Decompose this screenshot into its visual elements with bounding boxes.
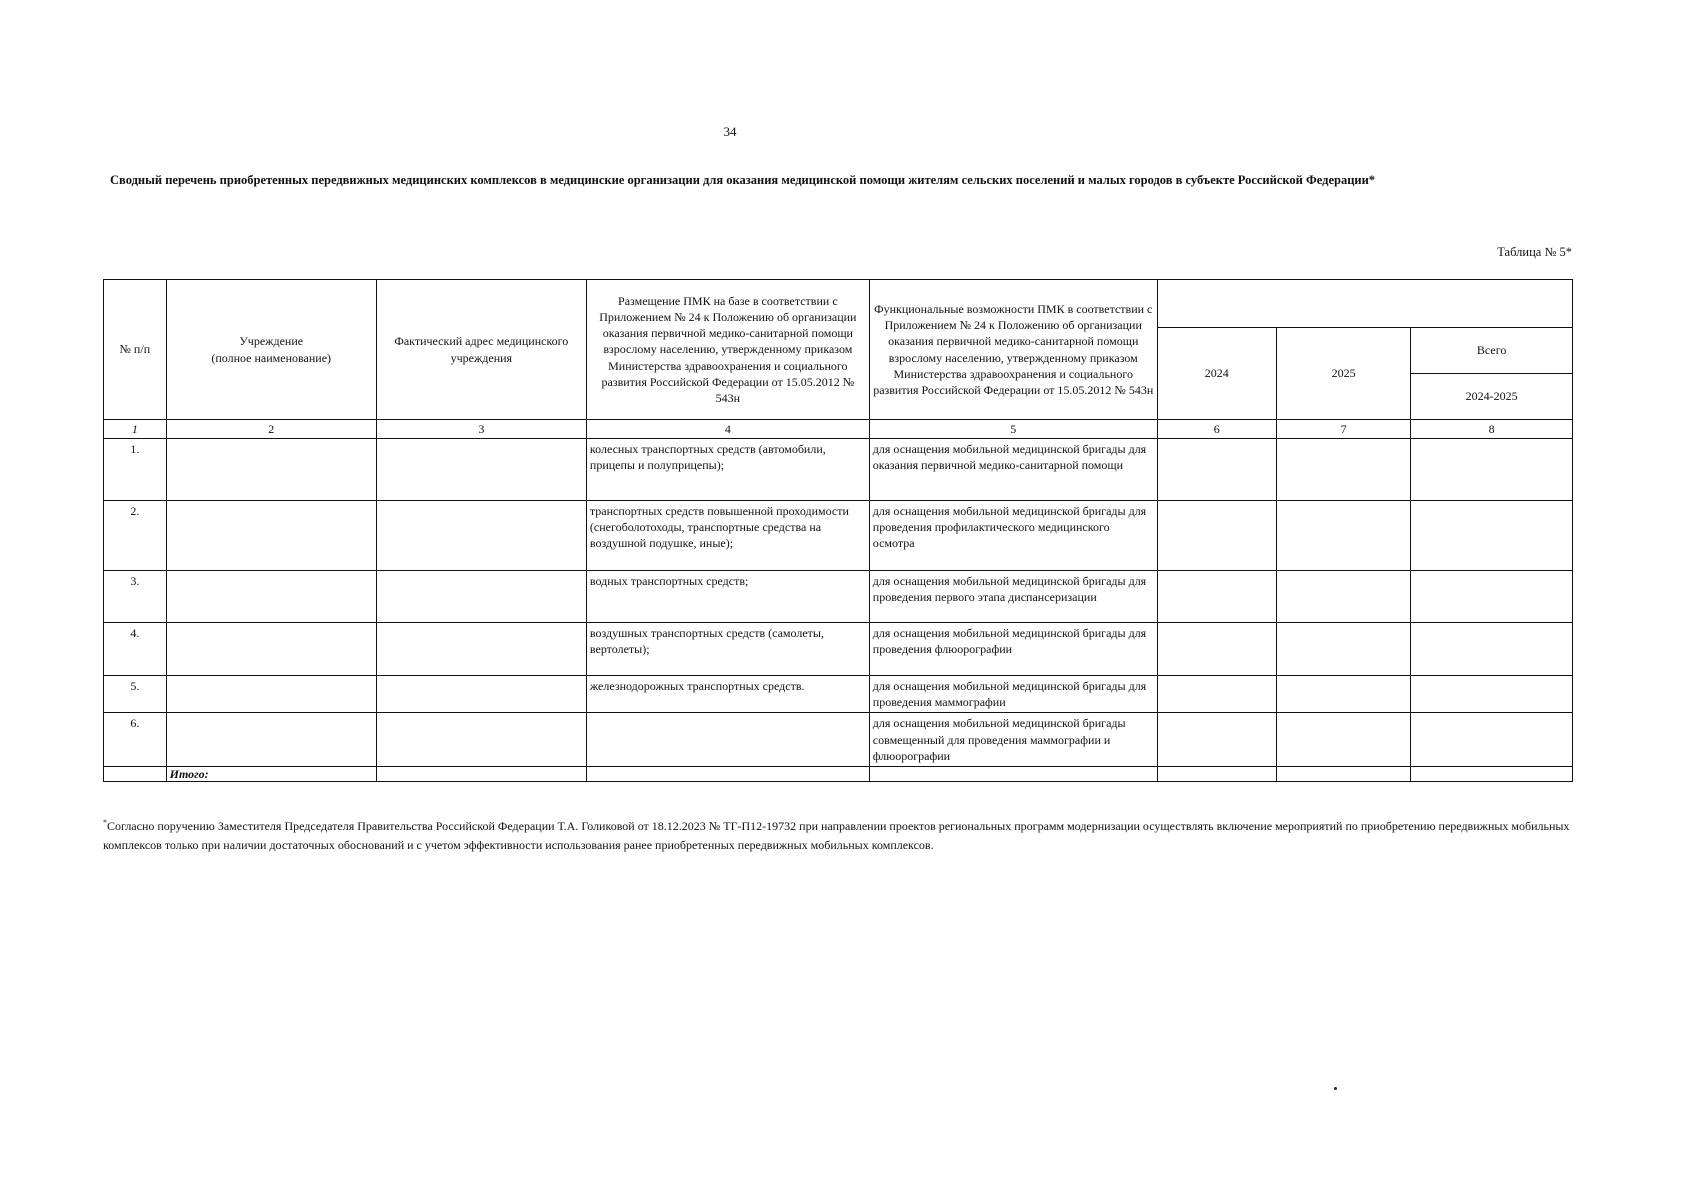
value-2025-cell (1276, 676, 1410, 713)
placement-cell: транспортных средств повышенной проходимости (снегоболотоходы, транспортные средства на воздушной подушке, иные); (586, 501, 869, 571)
value-total-cell (1411, 713, 1573, 767)
summary-table (103, 279, 1573, 782)
total-2025-cell (1276, 766, 1410, 781)
total-number-cell (104, 766, 167, 781)
institution-cell (166, 439, 376, 501)
value-2024-cell (1157, 571, 1276, 623)
function-cell: для оснащения мобильной медицинской бригады для проведения первого этапа диспансеризации (869, 571, 1157, 623)
value-2025-cell (1276, 501, 1410, 571)
column-number: 3 (376, 420, 586, 439)
column-number: 5 (869, 420, 1157, 439)
value-2025-cell (1276, 713, 1410, 767)
address-cell (376, 623, 586, 676)
table-row (104, 501, 1573, 571)
function-cell: для оснащения мобильной медицинской бригады совмещенный для проведения маммографии и флюорографии (869, 713, 1157, 767)
total-label: Итого: (166, 766, 376, 781)
header-address: Фактический адрес медицинского учреждения (376, 280, 586, 420)
placement-cell: колесных транспортных средств (автомобили, прицепы и полуприцепы); (586, 439, 869, 501)
table-row (104, 439, 1573, 501)
page-number: 34 (723, 124, 737, 139)
table-label: Таблица № 5* (1497, 245, 1572, 259)
header-institution-line1: Учреждение (239, 334, 304, 349)
value-2024-cell (1157, 676, 1276, 713)
total-address-cell (376, 766, 586, 781)
value-2025-cell (1276, 623, 1410, 676)
total-2024-cell (1157, 766, 1276, 781)
header-function: Функциональные возможности ПМК в соответствии с Приложением № 24 к Положению об организации оказания первичной медико-санитарной помощи взрослому населению, утвержденному приказом Министерства здравоохранения и социального развития Российской Федерации от 15.05.2012 № 543н (869, 280, 1157, 420)
total-sum-cell (1411, 766, 1573, 781)
column-number: 7 (1276, 420, 1410, 439)
row-number: 6. (104, 713, 167, 767)
header-institution (166, 280, 376, 420)
function-cell: для оснащения мобильной медицинской бригады для проведения профилактического медицинского осмотра (869, 501, 1157, 571)
table-row (104, 571, 1573, 623)
value-2024-cell (1157, 623, 1276, 676)
column-number-row (104, 420, 1573, 439)
placement-cell (586, 713, 869, 767)
row-number: 2. (104, 501, 167, 571)
institution-cell (166, 713, 376, 767)
table-row (104, 623, 1573, 676)
function-cell: для оснащения мобильной медицинской бригады для проведения флюорографии (869, 623, 1157, 676)
header-years-group (1157, 280, 1572, 328)
function-cell: для оснащения мобильной медицинской бригады для оказания первичной медико-санитарной помощи (869, 439, 1157, 501)
address-cell (376, 676, 586, 713)
value-2025-cell (1276, 571, 1410, 623)
total-function-cell (869, 766, 1157, 781)
header-total-period: 2024-2025 (1411, 374, 1573, 420)
table-row (104, 676, 1573, 713)
value-2024-cell (1157, 713, 1276, 767)
value-2025-cell (1276, 439, 1410, 501)
total-row (104, 766, 1573, 781)
placement-cell: водных транспортных средств; (586, 571, 869, 623)
placement-cell: воздушных транспортных средств (самолеты, вертолеты); (586, 623, 869, 676)
header-2025: 2025 (1276, 328, 1410, 420)
header-total: Всего (1411, 328, 1573, 374)
value-total-cell (1411, 571, 1573, 623)
header-placement: Размещение ПМК на базе в соответствии с Приложением № 24 к Положению об организации оказания первичной медико-санитарной помощи взрослому населению, утвержденному приказом Министерства здравоохранения и социального развития Российской Федерации от 15.05.2012 № 543н (586, 280, 869, 420)
address-cell (376, 571, 586, 623)
function-cell: для оснащения мобильной медицинской бригады для проведения маммографии (869, 676, 1157, 713)
institution-cell (166, 501, 376, 571)
document-title: Сводный перечень приобретенных передвижных медицинских комплексов в медицинские организации для оказания медицинской помощи жителям сельских поселений и малых городов в субъекте Российской Федерации* (110, 173, 1376, 187)
header-institution-line2: (полное наименование) (211, 350, 332, 365)
address-cell (376, 713, 586, 767)
value-2024-cell (1157, 501, 1276, 571)
address-cell (376, 501, 586, 571)
institution-cell (166, 571, 376, 623)
value-total-cell (1411, 676, 1573, 713)
value-total-cell (1411, 623, 1573, 676)
table-row (104, 713, 1573, 767)
footnote-marker: * (103, 818, 107, 827)
value-2024-cell (1157, 439, 1276, 501)
row-number: 4. (104, 623, 167, 676)
header-number: № п/п (104, 280, 167, 420)
row-number: 1. (104, 439, 167, 501)
row-number: 3. (104, 571, 167, 623)
address-cell (376, 439, 586, 501)
column-number: 1 (104, 420, 167, 439)
column-number: 4 (586, 420, 869, 439)
institution-cell (166, 676, 376, 713)
placement-cell: железнодорожных транспортных средств. (586, 676, 869, 713)
column-number: 8 (1411, 420, 1573, 439)
column-number: 6 (1157, 420, 1276, 439)
footnote (103, 813, 1573, 855)
value-total-cell (1411, 439, 1573, 501)
header-2024: 2024 (1157, 328, 1276, 420)
institution-cell (166, 623, 376, 676)
value-total-cell (1411, 501, 1573, 571)
column-number: 2 (166, 420, 376, 439)
row-number: 5. (104, 676, 167, 713)
total-placement-cell (586, 766, 869, 781)
footnote-text: Согласно поручению Заместителя Председателя Правительства Российской Федерации Т.А. Голиковой от 18.12.2023 № ТГ-П12-19732 при направлении проектов региональных программ модернизации осуществлять включение мероприятий по приобретению передвижных мобильных комплексов только при наличии достаточных обоснований и с учетом эффективности использования ранее приобретенных передвижных мобильных комплексов. (103, 819, 1570, 852)
scan-speck (1334, 1087, 1337, 1090)
